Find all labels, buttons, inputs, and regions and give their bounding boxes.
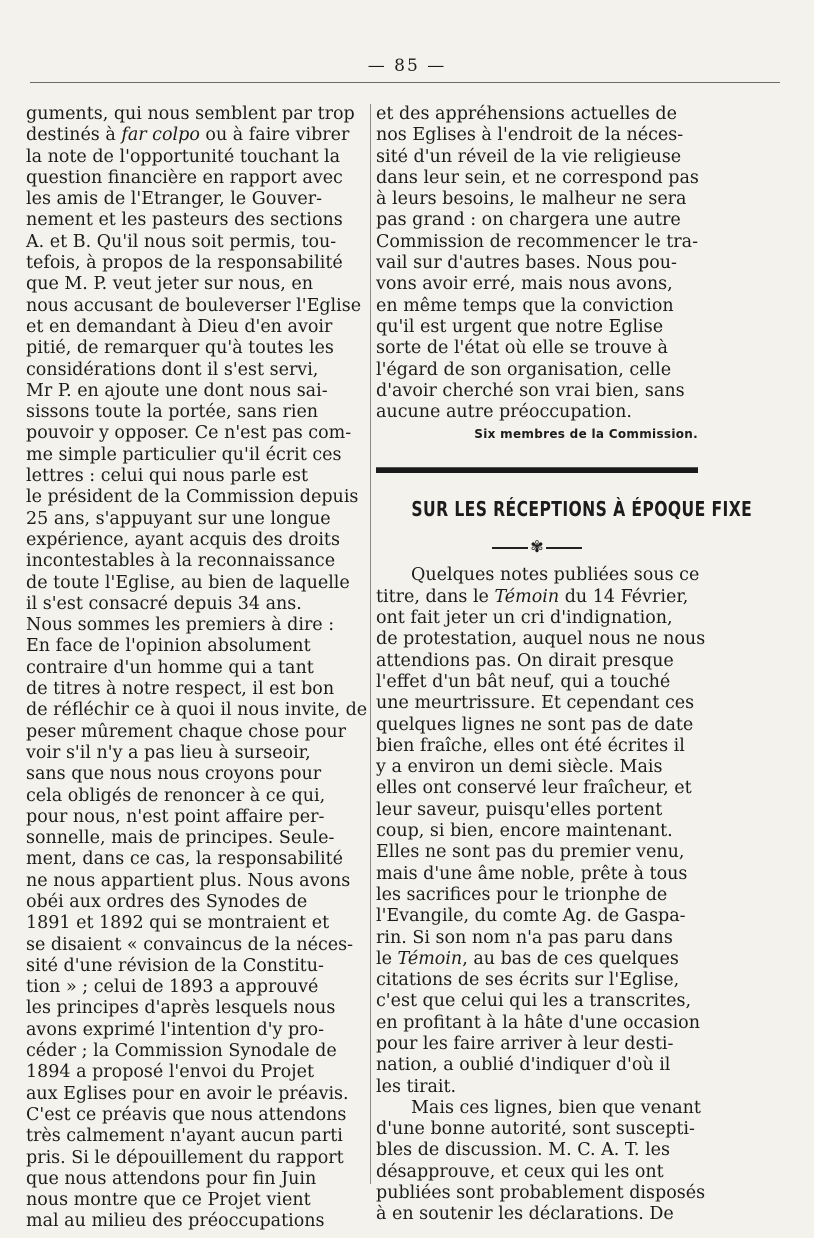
text-line: pas grand : on chargera une autre <box>376 210 681 231</box>
text-line: y a environ un demi siècle. Mais <box>376 757 663 778</box>
text-line: incontestables à la reconnaissance <box>26 551 336 572</box>
text-line: elles ont conservé leur fraîcheur, et <box>376 778 692 799</box>
text-line: peser mûrement chaque chose pour <box>26 721 347 742</box>
text-line: guments, qui nous semblent par trop <box>26 104 355 124</box>
text-line: 1894 a proposé l'envoi du Projet <box>26 1062 314 1083</box>
text-line: pouvoir y opposer. Ce n'est pas com- <box>26 423 352 444</box>
text-line: Commission de recommencer le tra- <box>376 231 698 252</box>
text-line: coup, si bien, encore maintenant. <box>376 821 673 842</box>
text-line: pour nous, n'est point affaire per- <box>26 806 325 827</box>
text-line: les principes d'après lesquels nous <box>26 998 336 1019</box>
text-line: céder ; la Commission Synodale de <box>26 1041 337 1062</box>
text-line: nation, a oublié d'indiquer d'où il <box>376 1055 671 1076</box>
right-column-article-text <box>376 565 706 1225</box>
text-line: rin. Si son nom n'a pas paru dans <box>376 927 673 948</box>
text-line: tion » ; celui de 1893 a approuvé <box>26 977 319 998</box>
text-line: sans que nous nous croyons pour <box>26 764 322 785</box>
text-line: lettres : celui qui nous parle est <box>26 466 309 487</box>
signature: Six membres de la Commission. <box>474 427 698 442</box>
text-line: sorte de l'état où elle se trouve à <box>376 338 668 359</box>
text-line: 1891 et 1892 qui se montraient et <box>26 913 330 934</box>
text-line: de protestation, auquel nous ne nous <box>376 629 706 650</box>
text-line: sissons toute la portée, sans rien <box>26 402 319 423</box>
text-line: quelques lignes ne sont pas de date <box>376 714 694 735</box>
text-line: expérience, ayant acquis des droits <box>26 529 340 550</box>
text-line: Mais ces lignes, bien que venant <box>376 1097 701 1118</box>
section-separator-rule <box>376 467 698 473</box>
text-line: ment, dans ce cas, la responsabilité <box>26 849 343 870</box>
text-line: en même temps que la conviction <box>376 295 674 316</box>
text-line: En face de l'opinion absolument <box>26 636 311 657</box>
text-line: contraire d'un homme qui a tant <box>26 657 314 678</box>
text-line: ont fait jeter un cri d'indignation, <box>376 608 673 629</box>
text-line: aux Eglises pour en avoir le préavis. <box>26 1083 349 1104</box>
text-line: A. et B. Qu'il nous soit permis, tou- <box>26 231 337 252</box>
text-line: mal au milieu des préoccupations <box>26 1211 325 1232</box>
text-line: bien fraîche, elles ont été écrites il <box>376 735 685 756</box>
text-line: me simple particulier qu'il écrit ces <box>26 444 342 465</box>
text-line: aucune autre préoccupation. <box>376 402 632 423</box>
text-line: titre, dans le Témoin du 14 Février, <box>376 586 689 607</box>
text-line: sité d'une révision de la Constitu- <box>26 955 324 976</box>
text-line: avons exprimé l'intention d'y pro- <box>26 1019 324 1040</box>
text-line: C'est ce préavis que nous attendons <box>26 1104 347 1125</box>
text-line: tefois, à propos de la responsabilité <box>26 253 343 274</box>
text-line: à en soutenir les déclarations. De <box>376 1204 674 1225</box>
ornament-icon: ✾ <box>376 529 698 565</box>
text-line: d'une bonne autorité, sont suscepti- <box>376 1119 695 1140</box>
text-line: se disaient « convaincus de la néces- <box>26 934 354 955</box>
section-title: SUR LES RÉCEPTIONS À ÉPOQUE FIXE <box>411 497 753 522</box>
text-line: nous montre que ce Projet vient <box>26 1190 311 1211</box>
text-line: que nous attendons pour fin Juin <box>26 1168 317 1189</box>
text-line: ne nous appartient plus. Nous avons <box>26 870 351 891</box>
text-line: en profitant à la hâte d'une occasion <box>376 1012 700 1033</box>
text-line: l'effet d'un bât neuf, qui a touché <box>376 671 671 692</box>
text-line: l'Evangile, du comte Ag. de Gaspa- <box>376 906 686 927</box>
text-line: mais d'une âme noble, prête à tous <box>376 863 688 884</box>
column-divider <box>370 104 371 1184</box>
text-line: destinés à far colpo ou à faire vibrer <box>26 125 350 146</box>
text-line: leur saveur, puisqu'elles portent <box>376 799 663 820</box>
text-line: citations de ses écrits sur l'Eglise, <box>376 970 680 991</box>
text-line: de réfléchir ce à quoi il nous invite, de <box>26 700 368 721</box>
text-line: nous accusant de bouleverser l'Eglise <box>26 295 362 316</box>
text-line: obéi aux ordres des Synodes de <box>26 891 308 912</box>
text-line: le président de la Commission depuis <box>26 487 359 508</box>
text-line: le Témoin, au bas de ces quelques <box>376 948 679 969</box>
page-number: — 85 — <box>367 56 447 76</box>
text-line: pitié, de remarquer qu'à toutes les <box>26 338 334 359</box>
text-line: 25 ans, s'appuyant sur une longue <box>26 508 331 529</box>
text-line: de toute l'Eglise, au bien de laquelle <box>26 572 350 593</box>
text-line: les amis de l'Etranger, le Gouver- <box>26 189 323 210</box>
text-line: et des appréhensions actuelles de <box>376 104 677 124</box>
text-line: considérations dont il s'est servi, <box>26 359 319 380</box>
text-line: nos Eglises à l'endroit de la néces- <box>376 125 684 146</box>
text-line: vons avoir erré, mais nous avons, <box>376 274 673 295</box>
right-column-top-text <box>376 104 698 423</box>
text-line: cela obligés de renoncer à ce qui, <box>26 785 326 806</box>
text-line: sité d'un réveil de la vie religieuse <box>376 146 682 167</box>
text-line: les sacrifices pour le trionphe de <box>376 884 668 905</box>
text-line: que M. P. veut jeter sur nous, en <box>26 274 313 295</box>
text-line: et en demandant à Dieu d'en avoir <box>26 316 333 337</box>
left-column <box>26 104 368 1233</box>
text-line: sonnelle, mais de principes. Seule- <box>26 828 335 849</box>
text-line: Mr P. en ajoute une dont nous sai- <box>26 380 328 401</box>
text-line: pris. Si le dépouillement du rapport <box>26 1147 344 1168</box>
text-line: publiées sont probablement disposés <box>376 1183 706 1204</box>
text-line: de titres à notre respect, il est bon <box>26 679 335 700</box>
text-line: la note de l'opportunité touchant la <box>26 146 341 167</box>
text-line: Nous sommes les premiers à dire : <box>26 615 335 636</box>
text-line: d'avoir cherché son vrai bien, sans <box>376 380 685 401</box>
text-line: à leurs besoins, le malheur ne sera <box>376 189 687 210</box>
text-line: c'est que celui qui les a transcrites, <box>376 991 692 1012</box>
text-line: il s'est consacré depuis 34 ans. <box>26 593 302 614</box>
text-line: attendions pas. On dirait presque <box>376 650 674 671</box>
right-column <box>376 104 753 1226</box>
text-line: désapprouve, et ceux qui les ont <box>376 1161 664 1182</box>
text-line: qu'il est urgent que notre Eglise <box>376 316 664 337</box>
text-line: les tirait. <box>376 1076 457 1097</box>
text-line: très calmement n'ayant aucun parti <box>26 1126 343 1147</box>
text-line: une meurtrissure. Et cependant ces <box>376 693 695 714</box>
text-line: Quelques notes publiées sous ce <box>376 565 700 586</box>
text-line: l'égard de son organisation, celle <box>376 359 672 380</box>
text-line: nement et les pasteurs des sections <box>26 210 343 231</box>
text-line: pour les faire arriver à leur desti- <box>376 1033 674 1054</box>
text-line: vail sur d'autres bases. Nous pou- <box>376 253 677 274</box>
text-line: voir s'il n'y a pas lieu à surseoir, <box>26 742 311 763</box>
text-line: question financière en rapport avec <box>26 167 343 188</box>
text-line: dans leur sein, et ne correspond pas <box>376 167 699 188</box>
text-line: bles de discussion. M. C. A. T. les <box>376 1140 671 1161</box>
header-rule <box>30 82 780 83</box>
text-line: Elles ne sont pas du premier venu, <box>376 842 685 863</box>
